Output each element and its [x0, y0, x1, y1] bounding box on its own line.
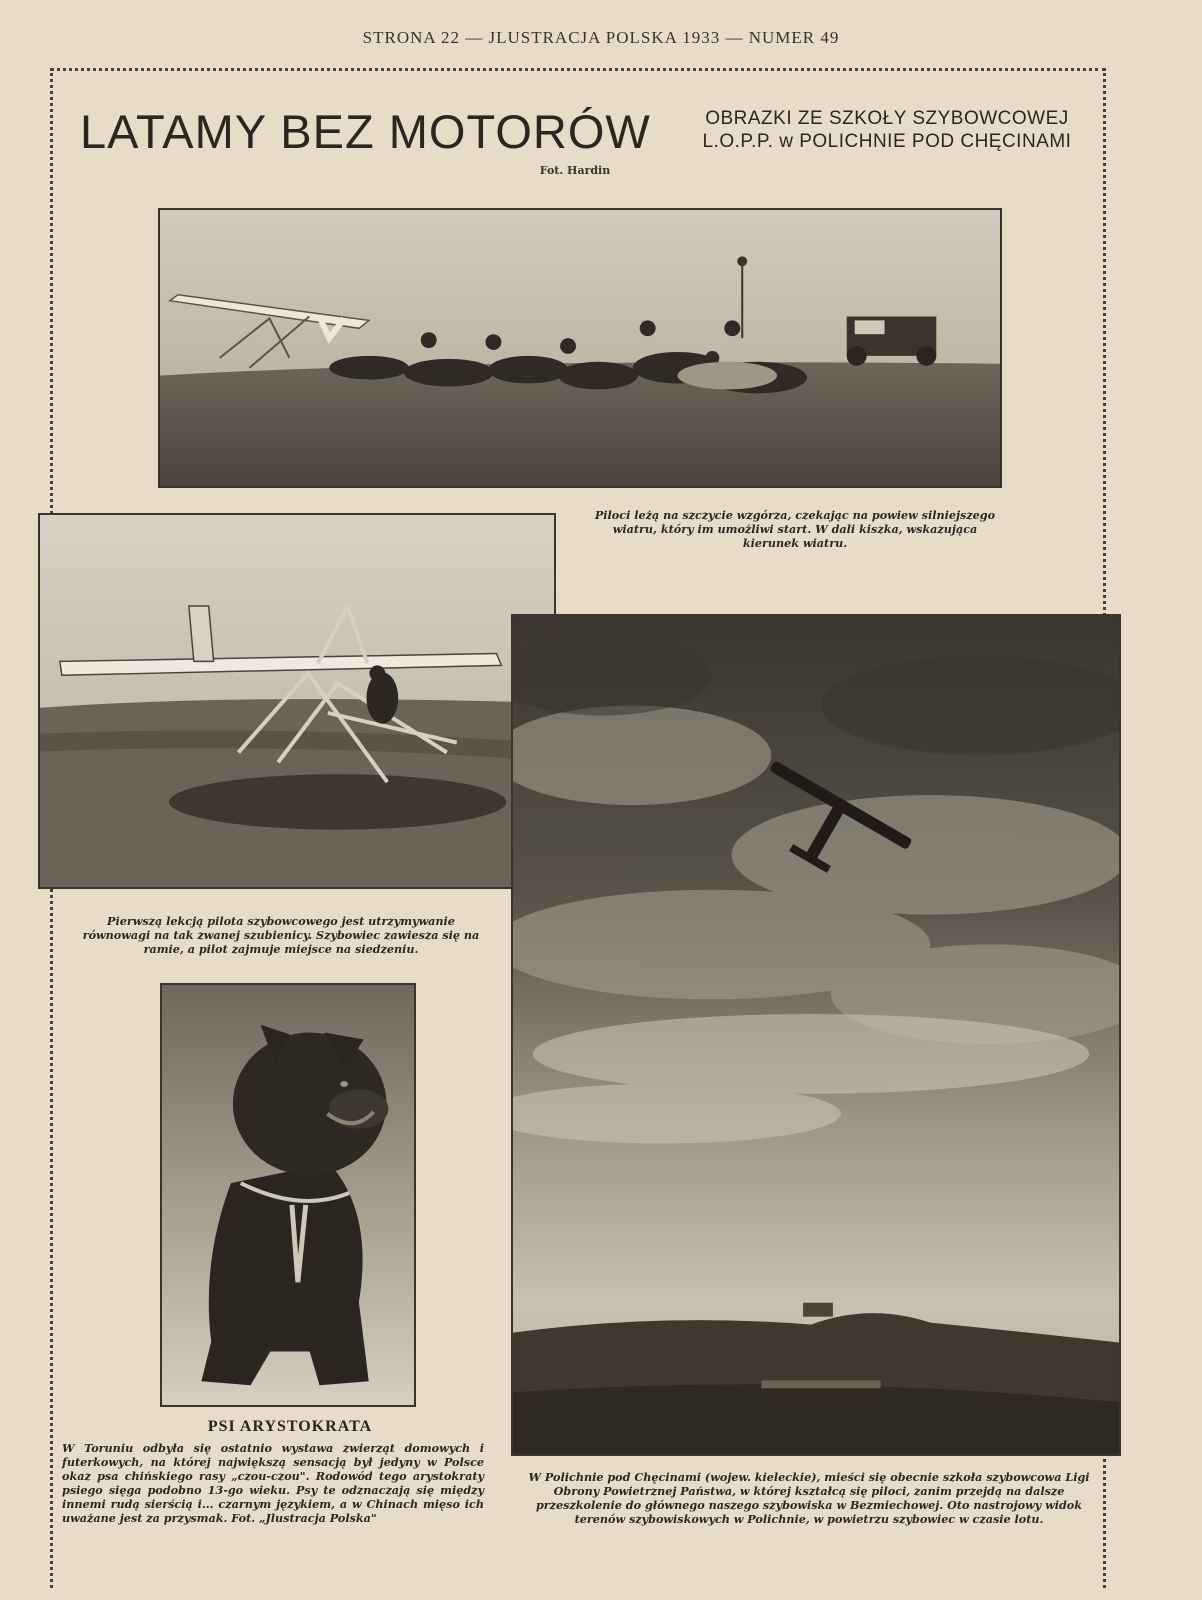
dog-story-text: [62, 1441, 484, 1525]
chow-chow-image: [162, 985, 414, 1405]
photo-pilots-on-hill: [158, 208, 1002, 488]
photo-chow-chow: [160, 983, 416, 1407]
sky-glider-image: [513, 616, 1119, 1454]
subtitle-line-1: OBRAZKI ZE SZKOŁY SZYBOWCOWEJ: [705, 108, 1069, 129]
caption-glider-lesson: Pierwszą lekcją pilota szybowcowego jest utrzymywanie równowagi na tak zwanej szubienicy. Szybowiec zawiesza się na ramie, a pilot zajmuje miejsce na siedzeniu.: [82, 914, 480, 956]
glider-frame-image: [40, 515, 554, 887]
subtitle-line-2: L.O.P.P. w POLICHNIE POD CHĘCINAMI: [702, 131, 1072, 152]
dog-story-title: PSI ARYSTOKRATA: [207, 1418, 373, 1435]
article-subtitle: [682, 107, 1092, 153]
caption-polichna: W Polichnie pod Chęcinami (wojew. kieleckie), mieści się obecnie szkoła szybowcowa Ligi Obrony Powietrznej Państwa, w której kształcą się piloci, zanim przejdą na dalsze przeszkolenie do głównego naszego szybowiska w Bezmiechowej. Oto nastrojowy widok terenów szybowiskowych w Polichnie, w powietrzu szybowiec w czasie lotu.: [528, 1470, 1090, 1526]
running-head: STRONA 22 — JLUSTRACJA POLSKA 1933 — NUMER 49: [362, 28, 840, 47]
dog-story-body: W Toruniu odbyła się ostatnio wystawa zwierząt domowych i futerkowych, na której największą sensacją był jedyny w Polsce okaz psa chińskiego rasy „czou-czou". Rodowód tego arystokraty psiego sięga podobno 13-go wieku. Psy te odznaczają się między innemi rudą sierścią i... czarnym językiem, a w Chinach mięso ich uważane jest za przysmak.: [62, 1441, 484, 1525]
photo-glider-frame: [38, 513, 556, 889]
dog-story-credit: Fot. „Jlustracja Polska": [231, 1511, 377, 1525]
caption-pilots: Piloci leżą na szczycie wzgórza, czekając na powiew silniejszego wiatru, który im umożliwi start. W dali kiszka, wskazująca kierunek wiatru.: [594, 508, 996, 550]
article-title: LATAMY BEZ MOTORÓW: [80, 105, 651, 158]
photo-credit: Fot. Hardin: [539, 164, 611, 177]
photo-sky-glider: [511, 614, 1121, 1456]
pilots-photo-image: [160, 210, 1000, 486]
